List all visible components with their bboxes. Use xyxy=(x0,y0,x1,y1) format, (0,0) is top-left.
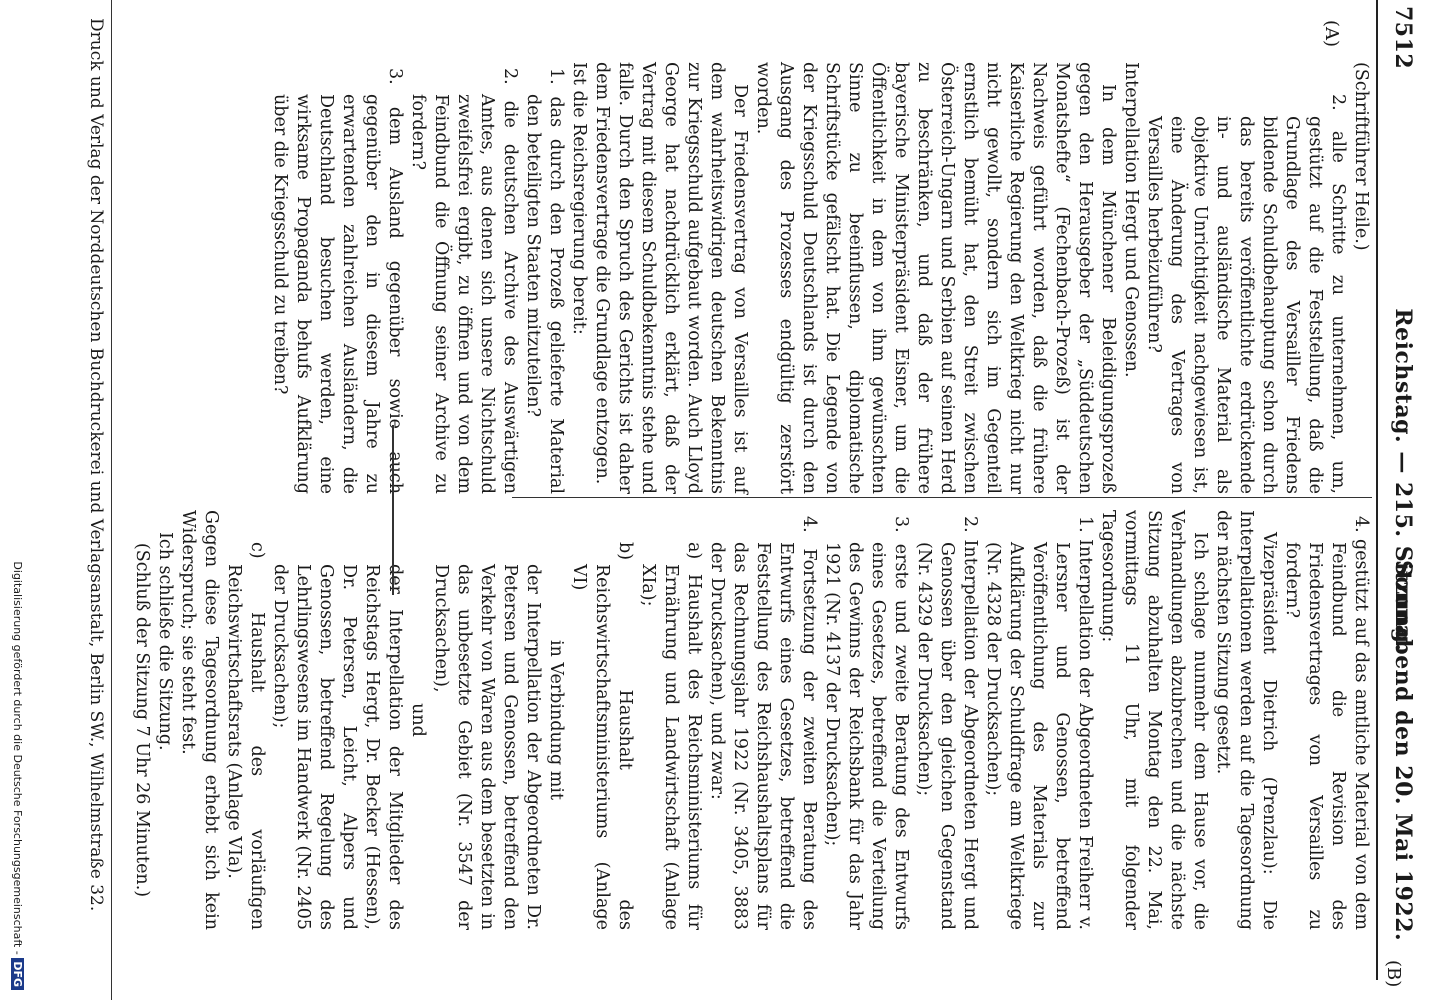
left-column xyxy=(268,62,1372,494)
paragraph: Ist die Reichsregierung bereit: xyxy=(569,62,589,335)
agenda-subitem: b) Haushalt des Reichswirtschaftsministeriums (Anlage VI) xyxy=(569,542,635,930)
credit-text: Digitalisierung gefördert durch die Deutsche Forschungsgemeinschaft - xyxy=(11,561,24,955)
agenda-item: 4. Fortsetzung der zweiten Beratung des Entwurfs eines Gesetzes, betreffend die Feststellung des Reichshaushaltsplans für das Rechnungsjahr 1922 (Nr. 3405, 3883 der Drucksachen), und zwar: xyxy=(707,516,819,930)
agenda-item: 2. Interpellation der Abgeordneten Hergt und Genossen über den gleichen Gegenstand (Nr. 4329 der Drucksachen); xyxy=(914,516,980,930)
agenda-item: 3. erste und zweite Beratung des Entwurfs eines Gesetzes, betreffend die Verteilung des Gewinns der Reichsbank für das Jahr 1921 (Nr. 4137 der Drucksachen); xyxy=(822,516,911,930)
right-column xyxy=(130,510,1372,930)
margin-marker-a: (A) xyxy=(1321,20,1342,48)
connector-text: und xyxy=(408,703,428,737)
section-heading: Interpellation Hergt und Genossen. xyxy=(1121,62,1141,378)
digitization-credit xyxy=(11,0,24,990)
speaker-note: (Schriftführer Heile.) xyxy=(1351,62,1371,251)
page-number: 7512 xyxy=(1390,6,1416,70)
paragraph: Ich schließe die Sitzung. xyxy=(155,532,175,751)
list-item: 1. das durch den Prozeß gelieferte Material den beteiligten Staaten mitzuteilen? xyxy=(523,68,566,494)
agenda-item: 1. Interpellation der Abgeordneten Freiherr v. Lersner und Genossen, betreffend Veröffentlichung des Materials zur Aufklärung der Schuldfrage am Weltkriege (Nr. 4328 der Drucksachen); xyxy=(983,516,1095,930)
footer-rule xyxy=(111,0,112,1000)
list-item: 2. die deutschen Archive des Auswärtigen Amtes, aus denen sich unsere Nichtschuld zweifelsfrei ergibt, zu öffnen und von dem Feindbund die Öffnung seiner Archive zu fordern? xyxy=(408,68,520,494)
column-divider xyxy=(512,497,1372,498)
running-header: Reichstag. — 215. Sitzung. xyxy=(1390,308,1416,652)
printer-imprint: Druck und Verlag der Norddeutschen Buchdruckerei und Verlagsanstalt, Berlin SW., Wilhelmstraße 32. xyxy=(86,18,106,912)
list-item: 2. alle Schritte zu unternehmen, um, gestützt auf die Feststellung, daß die Grundlage des Versailler Friedens bildende Schuldbehauptung schon durch das bereits veröffentlichte erdrückende in- und ausländische Material als objektive Unrichtigkeit nachgewiesen ist, eine Änderung des Vertrages von Versailles herbeizuführen? xyxy=(1144,94,1348,494)
agenda-subitem: a) Haushalt des Reichsministeriums für Ernährung und Landwirtschaft (Anlage XIa); xyxy=(638,542,704,930)
list-item: 4. gestützt auf das amtliche Material von dem Feindbund die Revision des Friedensvertrages von Versailles zu fordern? xyxy=(1282,516,1371,930)
connector-text: in Verbindung mit xyxy=(546,640,566,800)
agenda-detail: der Interpellation der Abgeordneten Dr. Petersen und Genossen, betreffend den Verkehr von Waren aus dem besetzten in das unbesetzte Gebiet (Nr. 3547 der Drucksachen), xyxy=(431,564,543,930)
list-item: 3. dem Ausland gegenüber sowie auch gegenüber den in diesem Jahre zu erwartenden zahlreichen Ausländern, die Deutschland besuchen werden, eine wirksame Propaganda behufs Aufklärung über die Kriegsschuld zu treiben? xyxy=(270,68,405,494)
paragraph: Der Friedensvertrag von Versailles ist auf dem wahrheitswidrigen deutschen Bekenntnis zur Kriegsschuld aufgebaut worden. Auch Lloyd George hat nachdrücklich erklärt, daß der Vertrag mit diesem Schuldbekenntnis stehe und falle. Durch den Spruch des Gerichts ist daher dem Friedensvertrage die Grundlage entzogen. xyxy=(592,62,750,494)
session-date: Sonnabend den 20. Mai 1922. xyxy=(1390,560,1416,942)
dfg-logo: DFG xyxy=(11,958,24,990)
closing-note: (Schluß der Sitzung 7 Uhr 26 Minuten.) xyxy=(132,542,152,898)
paragraph: Ich schlage nunmehr dem Hause vor, die Verhandlungen abzubrechen und die nächste Sitzung abzuhalten Montag den 22. Mai, vormittags 11 Uhr, mit folgender Tagesordnung: xyxy=(1098,510,1210,930)
margin-marker-b: (B) xyxy=(1383,960,1404,988)
header-rule xyxy=(1376,0,1378,980)
paragraph: In dem Münchener Beleidigungsprozeß gegen den Herausgeber der „Süddeutschen Monatshefte“ (Fechenbach-Prozeß) ist der Nachweis geführt worden, daß die frühere Kaiserliche Regierung den Weltkrieg nicht nur nicht gewollt, sondern sich im Gegenteil ernstlich bemüht hat, den Streit zwischen Österreich-Ungarn und Serbien auf seinen Herd zu beschränken, und daß der frühere bayerische Ministerpräsident Eisner, um die Öffentlichkeit in dem von ihm gewünschten Sinne zu beeinflussen, diplomatische Schriftstücke gefälscht hat. Die Legende von der Kriegsschuld Deutschlands ist durch den Ausgang des Prozesses endgültig zerstört worden. xyxy=(753,62,1118,494)
agenda-subitem: c) Haushalt des vorläufigen Reichswirtschaftsrats (Anlage VIa). xyxy=(224,542,267,930)
end-rule xyxy=(392,425,394,595)
paragraph: Gegen diese Tagesordnung erhebt sich kein Widerspruch; sie steht fest. xyxy=(178,510,221,930)
agenda-detail: der Interpellation der Mitglieder des Reichstags Hergt, Dr. Becker (Hessen), Dr. Petersen, Leicht, Alpers und Genossen, betreffend Regelung des Lehrlingswesens im Handwerk (Nr. 2405 der Drucksachen); xyxy=(270,564,405,930)
paragraph: Vizepräsident Dietrich (Prenzlau): Die Interpellationen werden auf die Tagesordnung der nächsten Sitzung gesetzt. xyxy=(1213,510,1279,930)
